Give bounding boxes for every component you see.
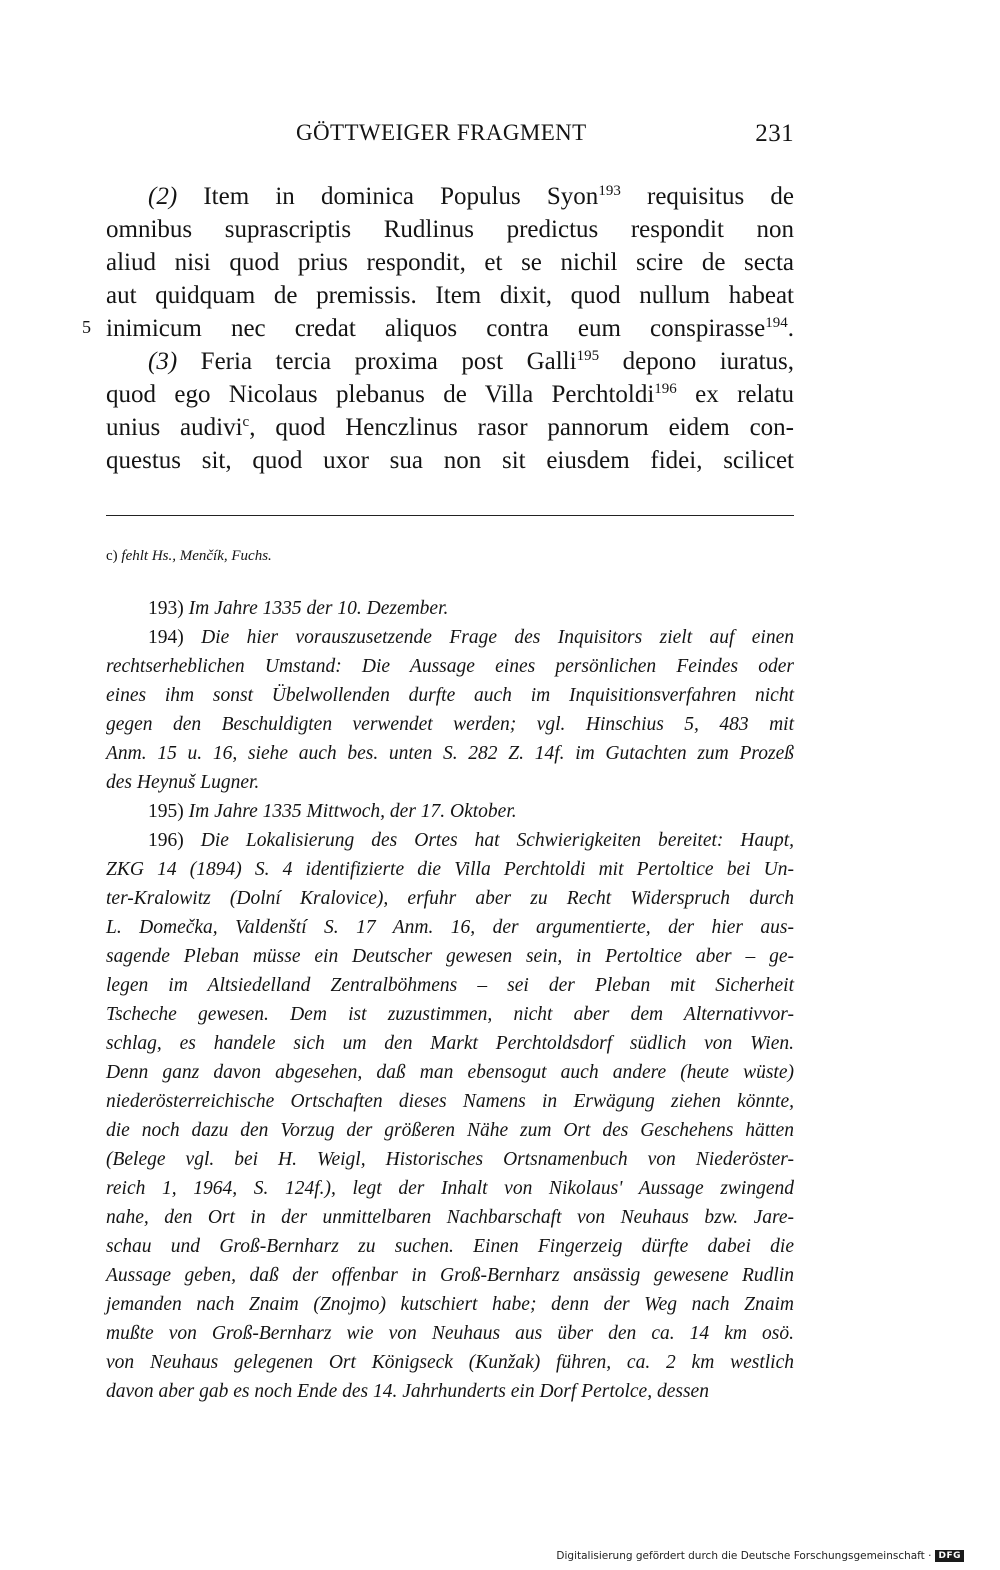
footnote-line: [106, 971, 794, 1000]
text-line: [106, 246, 794, 279]
footnote-text: Im Jahre 1335 der 10. Dezember.: [188, 598, 449, 619]
footnote-text: Aussage geben, daß der offenbar in Groß-Bernharz ansässig gewesene Rudlin: [106, 1265, 794, 1286]
footnote-line: [106, 594, 794, 623]
footnote-text: nahe, den Ort in der unmittelbaren Nachbarschaft von Neuhaus bzw. Jare-: [106, 1207, 794, 1228]
footnote-line: [106, 768, 794, 797]
footnote-text: rechtserheblichen Umstand: Die Aussage eines persönlichen Feindes oder: [106, 656, 794, 677]
critical-note-marker: c): [106, 548, 118, 564]
footnote-text: des Heynuš Lugner.: [106, 772, 260, 793]
main-text: [106, 180, 794, 477]
footnote-text: Die Lokalisierung des Ortes hat Schwierigkeiten bereitet: Haupt,: [200, 830, 795, 851]
footnote-text: schlag, es handele sich um den Markt Perchtoldsdorf südlich von Wien.: [106, 1033, 794, 1054]
line-text: omnibus suprascriptis Rudlinus predictus respondit non: [106, 216, 794, 243]
footnote-reference: 196: [654, 381, 677, 397]
critical-note-text: fehlt Hs., Menčík, Fuchs.: [121, 548, 272, 564]
footnote-text: sagende Pleban müsse ein Deutscher gewesen sein, in Pertoltice aber – ge-: [106, 946, 794, 967]
line-text: aut quidquam de premissis. Item dixit, quod nullum habeat: [106, 282, 794, 309]
footnote-line: [106, 1087, 794, 1116]
footnote-text: Die hier vorauszusetzende Frage des Inquisitors zielt auf einen: [201, 627, 795, 648]
footnote-text: mußte von Groß-Bernharz wie von Neuhaus aus über den ca. 14 km osö.: [106, 1323, 794, 1344]
footnote-reference: c: [242, 414, 250, 430]
line-number: 5: [82, 317, 91, 337]
paragraph-number: (2): [148, 183, 178, 210]
footnote-number: 194): [148, 627, 184, 648]
footnote-line: [106, 855, 794, 884]
footnote-text: eines ihm sonst Übelwollenden durfte auch im Inquisitionsverfahren nicht: [106, 685, 794, 706]
footnote-reference: 194: [765, 315, 788, 331]
footnote-number: 195): [148, 801, 184, 822]
footnote-text: von Neuhaus gelegenen Ort Königseck (Kunžak) führen, ca. 2 km westlich: [106, 1352, 794, 1373]
footnote-line: [106, 1145, 794, 1174]
line-text: Feria tercia proxima post Galli: [177, 348, 577, 375]
footnote-text: jemanden nach Znaim (Znojmo) kutschiert habe; denn der Weg nach Znaim: [106, 1294, 794, 1315]
footnote-line: [106, 652, 794, 681]
footnote-line: [106, 1290, 794, 1319]
text-line: [106, 411, 794, 444]
line-text: questus sit, quod uxor sua non sit eiusdem fidei, scilicet: [106, 447, 794, 474]
footnote-line: [106, 1174, 794, 1203]
digitization-text: Digitalisierung gefördert durch die Deutsche Forschungsgemeinschaft ·: [556, 1550, 932, 1562]
line-text: inimicum nec credat aliquos contra eum conspirasse: [106, 315, 766, 342]
footnote-line: [106, 942, 794, 971]
footnote-text: die noch dazu den Vorzug der größeren Nähe zum Ort des Geschehens hätten: [106, 1120, 794, 1141]
footnote-text: Denn ganz davon abgesehen, daß man ebensogut auch andere (heute wüste): [106, 1062, 794, 1083]
text-line: [106, 444, 794, 477]
dfg-logo: DFG: [935, 1550, 964, 1562]
line-text-continued: depono iuratus,: [599, 348, 794, 375]
line-text: Item in dominica Populus Syon: [177, 183, 599, 210]
footnote-text: reich 1, 1964, S. 124f.), legt der Inhalt von Nikolaus' Aussage zwingend: [106, 1178, 794, 1199]
footnote-line: [106, 1377, 794, 1406]
footnote-text: L. Domečka, Valdenští S. 17 Anm. 16, der argumentierte, der hier aus-: [106, 917, 794, 938]
footnote-reference: 193: [598, 183, 621, 199]
footnote-text: Im Jahre 1335 Mittwoch, der 17. Oktober.: [188, 801, 517, 822]
text-line: [106, 378, 794, 411]
footnote-line: [106, 1000, 794, 1029]
line-text-continued: requisitus de: [620, 183, 794, 210]
footnote-text: ZKG 14 (1894) S. 4 identifizierte die Villa Perchtoldi mit Pertoltice bei Un-: [106, 859, 794, 880]
footnote-line: [106, 1261, 794, 1290]
text-line: [106, 213, 794, 246]
footnote-text: davon aber gab es noch Ende des 14. Jahrhunderts ein Dorf Pertolce, dessen: [106, 1381, 709, 1402]
line-text-continued: , quod Henczlinus rasor pannorum eidem con-: [249, 414, 795, 441]
footnote-text: ter-Kralowitz (Dolní Kralovice), erfuhr aber zu Recht Widerspruch durch: [106, 888, 794, 909]
footnote-line: [106, 710, 794, 739]
footnote-line: [106, 1116, 794, 1145]
text-line: [106, 180, 794, 213]
page-number: 231: [755, 120, 794, 147]
footnote-text: niederösterreichische Ortschaften dieses Namens in Erwägung ziehen könnte,: [106, 1091, 794, 1112]
footnote-text: schau und Groß-Bernharz zu suchen. Einen Fingerzeig dürfte dabei die: [106, 1236, 794, 1257]
line-text: aliud nisi quod prius respondit, et se nichil scire de secta: [106, 249, 794, 276]
footnote-text: gegen den Beschuldigten verwendet werden; vgl. Hinschius 5, 483 mit: [106, 714, 794, 735]
text-line: [106, 345, 794, 378]
line-text-continued: .: [787, 315, 794, 342]
text-line: [106, 279, 794, 312]
footnote-line: [106, 797, 794, 826]
footnote-line: [106, 1058, 794, 1087]
footnote-line: [106, 913, 794, 942]
footnote-line: [106, 1029, 794, 1058]
footnote-text: Tscheche gewesen. Dem ist zuzustimmen, nicht aber dem Alternativvor-: [106, 1004, 794, 1025]
footnote-line: [106, 681, 794, 710]
footnote-reference: 195: [576, 348, 600, 364]
footnote-line: [106, 884, 794, 913]
footnotes: [106, 594, 794, 1406]
footnote-line: [106, 739, 794, 768]
footnote-line: [106, 1203, 794, 1232]
footnote-rule: [106, 515, 794, 516]
footnote-text: (Belege vgl. bei H. Weigl, Historisches Ortsnamenbuch von Niederöster-: [106, 1149, 794, 1170]
footnote-text: legen im Altsiedelland Zentralböhmens – sei der Pleban mit Sicherheit: [106, 975, 794, 996]
footnote-line: [106, 1319, 794, 1348]
paragraph-number: (3): [148, 348, 178, 375]
text-line: [106, 312, 794, 345]
digitization-credit: [556, 1550, 964, 1562]
footnote-number: 193): [148, 598, 184, 619]
running-title: GÖTTWEIGER FRAGMENT: [296, 120, 587, 145]
footnote-line: [106, 623, 794, 652]
line-text: quod ego Nicolaus plebanus de Villa Perchtoldi: [106, 381, 655, 408]
critical-apparatus-note: [106, 548, 272, 565]
footnote-line: [106, 826, 794, 855]
footnote-text: Anm. 15 u. 16, siehe auch bes. unten S. 282 Z. 14f. im Gutachten zum Prozeß: [106, 743, 794, 764]
line-text-continued: ex relatu: [676, 381, 794, 408]
footnote-line: [106, 1232, 794, 1261]
footnote-line: [106, 1348, 794, 1377]
line-text: unius audivi: [106, 414, 243, 441]
footnote-number: 196): [148, 830, 184, 851]
